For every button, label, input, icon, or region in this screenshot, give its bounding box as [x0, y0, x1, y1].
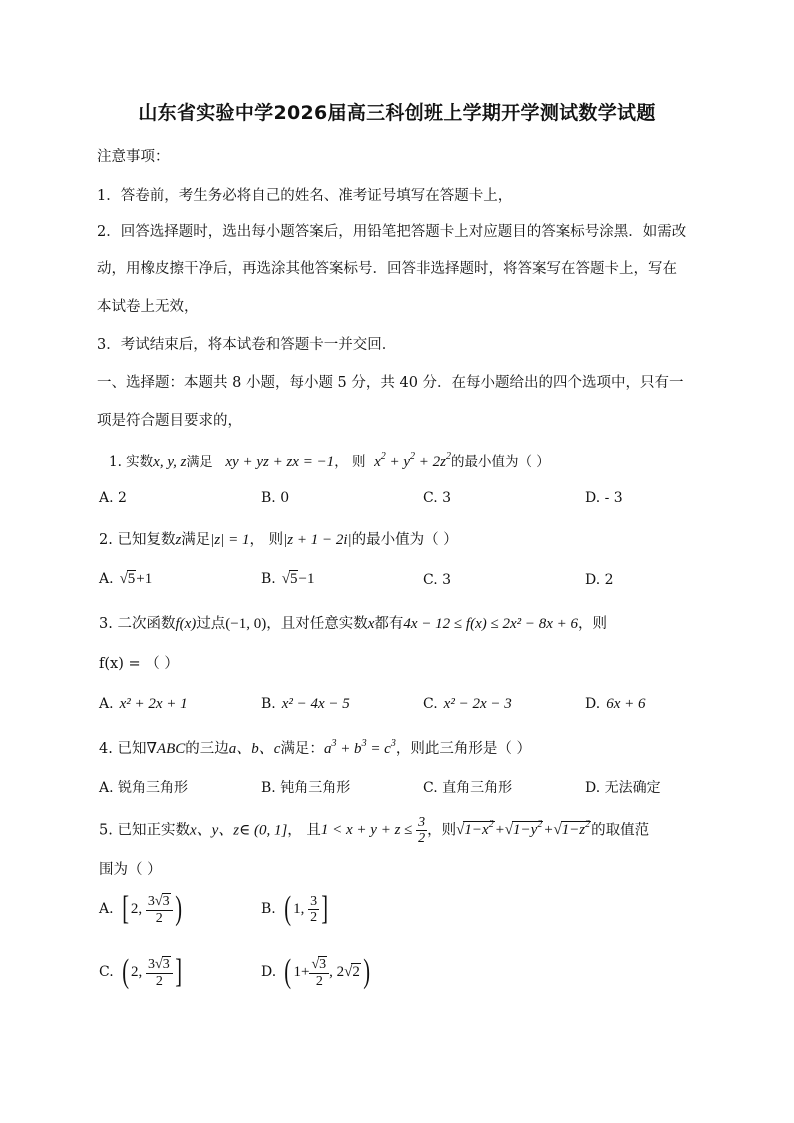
notice-heading: 注意事项： — [97, 149, 170, 165]
q3-option-d-label: D. — [585, 696, 601, 712]
q1-then: ， 则 — [334, 454, 366, 470]
q5-expression: $√1-x^2+√1-y^2+√1-z^2$ — [456, 819, 591, 839]
q5-option-d-math: 1+ $\frac{√3}{2}$ , 2√2 — [293, 957, 360, 989]
q4-tail: ，则此三角形是（ ） — [395, 741, 531, 757]
q3-option-a-expr: x² + 2x + 1 — [119, 696, 188, 712]
notice-item-2-line-3: 本试卷上无效， — [97, 299, 199, 315]
q5-option-a-label: A. — [99, 901, 114, 917]
q2-option-a[interactable] — [99, 570, 152, 588]
q3-prefix: 3. 二次函数 — [99, 616, 176, 632]
q3-inequality: 4x − 12 ≤ f(x) ≤ 2x² − 8x + 6 — [403, 616, 579, 632]
q5-option-c-label: C. — [99, 964, 114, 980]
q2-var: z — [175, 532, 182, 548]
q1-prefix: 1. 实数 — [109, 454, 154, 470]
q2-mid: 满足 — [181, 532, 211, 548]
q5-option-c-close: ] — [174, 953, 182, 990]
q3-option-b[interactable] — [261, 696, 350, 713]
q3-line-2: f(x) = （ ） — [99, 656, 179, 672]
question-3 — [99, 612, 607, 633]
page-title: 山东省实验中学2026届高三科创班上学期开学测试数学试题 — [138, 102, 656, 124]
q3-option-c-label: C. — [423, 696, 438, 712]
q4-option-b[interactable]: B. 钝角三角形 — [261, 780, 351, 796]
notice-item-2-line-2: 动，用橡皮擦干净后，再选涂其他答案标号．回答非选择题时，将答案写在答题卡上，写在 — [97, 261, 677, 277]
q3-option-b-label: B. — [261, 696, 276, 712]
q2-then: ， 则 — [249, 532, 284, 548]
q2-expression: |z + 1 − 2i| — [283, 532, 352, 548]
q1-mid: 满足 — [186, 455, 213, 470]
q3-mid: ，且对任意实数 — [266, 616, 368, 632]
q5-option-a-open: [ — [121, 890, 129, 927]
q1-option-a[interactable]: A. 2 — [99, 490, 127, 506]
section-1-line-1: 一、选择题：本题共 8 小题，每小题 5 分，共 40 分．在每小题给出的四个选项中，只有一 — [97, 375, 684, 391]
q3-through: 过点 — [196, 616, 226, 632]
q3-option-b-expr: x² − 4x − 5 — [281, 696, 350, 712]
q4-option-c[interactable]: C. 直角三角形 — [423, 780, 513, 796]
q3-option-d-expr: 6x + 6 — [606, 696, 646, 712]
q1-vars: x, y, z — [153, 454, 187, 470]
q5-tail-1: ，则 — [427, 822, 457, 839]
q2-option-c[interactable]: C. 3 — [423, 572, 452, 588]
q2-option-a-label: A. — [99, 571, 114, 587]
q1-condition: xy + yz + zx = −1 — [225, 454, 335, 470]
section-1-line-2: 项是符合题目要求的， — [97, 413, 242, 429]
q3-option-c-expr: x² − 2x − 3 — [443, 696, 512, 712]
q3-tail: ，则 — [578, 616, 608, 632]
q4-prefix: 4. 已知 — [99, 741, 147, 757]
q5-option-a[interactable] — [99, 892, 184, 926]
q4-mid: 的三边 — [185, 741, 229, 757]
q4-option-a[interactable]: A. 锐角三角形 — [99, 780, 189, 796]
q4-condition: $a^3 + b^3 = c^3$ — [323, 738, 396, 757]
q1-option-c[interactable]: C. 3 — [423, 490, 452, 506]
q2-tail: 的最小值为（ ） — [351, 532, 458, 548]
q3-option-c[interactable] — [423, 696, 512, 713]
q3-option-d[interactable] — [585, 696, 645, 713]
q5-option-b-label: B. — [261, 901, 276, 917]
q4-sides: a、b、c — [228, 741, 281, 757]
q1-tail: 的最小值为（ ） — [451, 454, 550, 470]
q1-expression: $x^2 + y^2 + 2z^2$ — [374, 451, 451, 470]
q5-range: ∈ (0, 1] — [239, 822, 288, 839]
q4-triangle: ∇ABC — [146, 741, 186, 757]
q1-option-b[interactable]: B. 0 — [261, 490, 290, 506]
q5-option-b-close: ] — [321, 890, 329, 927]
q5-option-d[interactable] — [261, 955, 372, 989]
question-2 — [99, 528, 458, 549]
q5-option-c-math: 2, $\frac{3√3}{2}$ — [131, 964, 173, 980]
q4-cond-pre: 满足： — [280, 741, 324, 757]
q5-option-b[interactable] — [261, 892, 330, 926]
q5-condition: 1 < x + y + z ≤ $\frac{3}{2}$ — [320, 815, 426, 847]
q5-option-d-open: ( — [284, 953, 292, 990]
q5-option-d-label: D. — [261, 964, 277, 980]
q2-option-b-math: √5−1 — [281, 571, 315, 587]
q5-then: ， 且 — [287, 822, 321, 839]
q3-all: 都有 — [374, 616, 404, 632]
q5-option-a-math: 2, $\frac{3√3}{2}$ — [131, 901, 173, 917]
notice-item-1: 1．答卷前，考生务必将自己的姓名、准考证号填写在答题卡上， — [97, 188, 513, 204]
notice-item-3: 3．考试结束后，将本试卷和答题卡一并交回． — [97, 337, 397, 353]
q2-option-a-math: √5+1 — [119, 571, 153, 587]
notice-item-2-line-1: 2．回答选择题时，选出每小题答案后，用铅笔把答题卡上对应题目的答案标号涂黑．如需改 — [97, 224, 687, 240]
question-4 — [99, 737, 531, 758]
q3-function: f(x) — [175, 616, 197, 632]
q1-option-d[interactable]: D. - 3 — [585, 490, 623, 506]
q5-option-c-open: ( — [121, 953, 129, 990]
q5-line-2: 围为（ ） — [99, 862, 162, 878]
q2-prefix: 2. 已知复数 — [99, 532, 176, 548]
q2-option-b-label: B. — [261, 571, 276, 587]
q2-option-d[interactable]: D. 2 — [585, 572, 614, 588]
q3-option-a-label: A. — [99, 696, 114, 712]
q3-option-a[interactable] — [99, 696, 188, 713]
q3-point: (−1, 0) — [225, 616, 267, 632]
q5-option-d-close: ) — [363, 953, 370, 990]
q4-option-d[interactable]: D. 无法确定 — [585, 780, 661, 796]
q2-option-b[interactable] — [261, 570, 314, 588]
q3-var: x — [367, 616, 375, 632]
q5-option-b-math: 1, $\frac{3}{2}$ — [293, 893, 318, 926]
q5-option-a-close: ) — [174, 890, 182, 927]
q5-prefix: 5. 已知正实数 — [99, 822, 190, 839]
question-1 — [109, 450, 550, 471]
q5-vars: x、y、z — [189, 822, 240, 839]
q5-option-c[interactable] — [99, 955, 184, 989]
q5-option-b-open: ( — [284, 890, 291, 927]
q2-condition: |z| = 1 — [210, 532, 250, 548]
q5-tail-2: 的取值范 — [591, 822, 650, 839]
question-5 — [99, 815, 649, 847]
